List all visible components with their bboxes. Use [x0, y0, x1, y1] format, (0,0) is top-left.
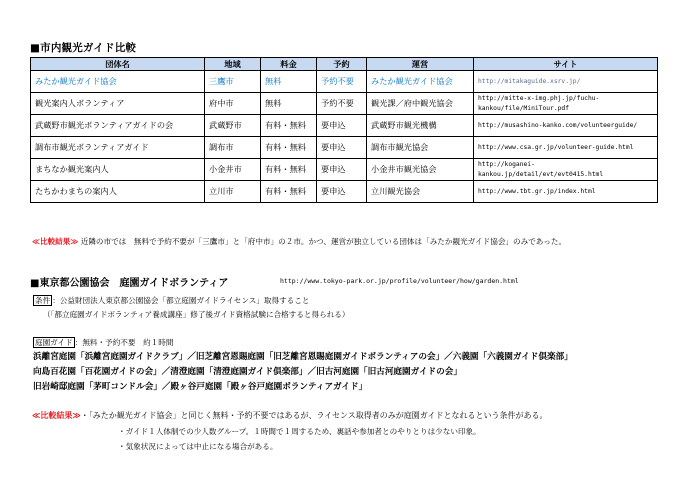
condition-note: （「都立庭園ガイドボランティア養成講座」修了後ガイド資格試験に合格すると得られる）: [43, 310, 350, 319]
guide-comparison-table: [30, 57, 658, 203]
cell-fee: 有料・無料: [261, 137, 317, 159]
garden-list-item: 浜離宮庭園「浜離宮庭園ガイドクラブ」／旧芝離宮恩賜庭園「旧芝離宮恩賜庭園ガイドボランティアの会」／六義園「六義園ガイド倶楽部」: [33, 352, 573, 362]
cell-fee: 有料・無料: [261, 115, 317, 137]
cell-operator: 立川観光協会: [367, 181, 474, 203]
comparison-result-2: [32, 410, 548, 421]
cell-name: 調布市観光ボランティアガイド: [31, 137, 205, 159]
cell-name: 武蔵野市観光ボランティアガイドの会: [31, 115, 205, 137]
cell-name: まちなか観光案内人: [31, 159, 205, 181]
cell-area: 立川市: [205, 181, 261, 203]
cell-site-link[interactable]: http://www.tbt.gr.jp/index.html: [474, 181, 658, 203]
cell-site-link[interactable]: http://musashino-kanko.com/volunteerguide/: [474, 115, 658, 137]
cell-fee: 有料・無料: [261, 181, 317, 203]
park-association-url[interactable]: http://www.tokyo-park.or.jp/profile/volunteer/how/garden.html: [280, 277, 519, 285]
table-row: [31, 159, 658, 181]
col-header-operator: 運営: [367, 58, 474, 71]
garden-list-item: 向島百花園「百花園ガイドの会」／清澄庭園「清澄庭園ガイド倶楽部」／旧古河庭園「旧古河庭園ガイドの会」: [33, 367, 462, 377]
cell-operator: 小金井市観光協会: [367, 159, 474, 181]
section1-heading: ■市内観光ガイド比較: [30, 42, 137, 54]
cell-operator: 調布市観光協会: [367, 137, 474, 159]
cell-fee: 無料: [261, 93, 317, 115]
result-text: 近隣の市では 無料で予約不要が「三鷹市」と「府中市」の２市。かつ、運営が独立している団体は「みたか観光ガイド協会」のみであった。: [80, 237, 567, 246]
cell-area: 小金井市: [205, 159, 261, 181]
cell-operator: 観光課／府中観光協会: [367, 93, 474, 115]
result-label: ≪比較結果≫: [32, 411, 81, 420]
col-header-site: サイト: [474, 58, 658, 71]
result-line: ・気象状況によっては中止になる場合がある。: [118, 442, 278, 451]
garden-guide-text: ：無料・予約不要 約１時間: [74, 338, 174, 347]
garden-guide-label: 庭園ガイド: [35, 338, 73, 347]
cell-fee: 有料・無料: [261, 159, 317, 181]
table-row: [31, 137, 658, 159]
cell-name: みたか観光ガイド協会: [31, 71, 205, 93]
table-header-row: [31, 58, 658, 71]
condition-line: [33, 295, 309, 306]
cell-area: 府中市: [205, 93, 261, 115]
cell-name: たちかわまちの案内人: [31, 181, 205, 203]
garden-guide-line: [33, 337, 173, 348]
col-header-reservation: 予約: [317, 58, 367, 71]
table-row: [31, 181, 658, 203]
comparison-result-1: [32, 236, 566, 247]
cell-site-link[interactable]: http://mitte-x-img.phj.jp/fuchu-kankou/file/MiniTour.pdf: [474, 93, 658, 115]
cell-site-link[interactable]: http://mitakaguide.xsrv.jp/: [474, 71, 658, 93]
cell-reservation: 予約不要: [317, 93, 367, 115]
result-line: ・ガイド１人体制での少人数グループ。１時間で１周するため、裏話や参加者とのやりとりは少ない印象。: [118, 427, 481, 436]
cell-reservation: 要申込: [317, 159, 367, 181]
table-row: [31, 93, 658, 115]
condition-text: ：公益財団法人東京都公園協会「都立庭園ガイドライセンス」取得すること: [52, 296, 310, 305]
garden-list-item: 旧岩崎邸庭園「茅町コンドル会」／殿ヶ谷戸庭園「殿ヶ谷戸庭園ボランティアガイド」: [33, 382, 368, 392]
result-line: ・「みたか観光ガイド協会」と同じく無料・予約不要ではあるが、ライセンス取得者のみが庭園ガイドとなれるという条件がある。: [80, 411, 548, 420]
cell-reservation: 要申込: [317, 137, 367, 159]
cell-site-link[interactable]: http://koganei-kankou.jp/detail/evt/evt0415.html: [474, 159, 658, 181]
section2-heading: ■東京都公園協会 庭園ガイドボランティア: [30, 278, 229, 289]
condition-label: 条件: [35, 296, 51, 305]
cell-area: 武蔵野市: [205, 115, 261, 137]
result-label: ≪比較結果≫: [32, 237, 79, 246]
cell-name: 観光案内人ボランティア: [31, 93, 205, 115]
col-header-area: 地域: [205, 58, 261, 71]
table-row: [31, 71, 658, 93]
col-header-fee: 料金: [261, 58, 317, 71]
table-row: [31, 115, 658, 137]
cell-reservation: 予約不要: [317, 71, 367, 93]
cell-fee: 無料: [261, 71, 317, 93]
cell-area: 調布市: [205, 137, 261, 159]
col-header-name: 団体名: [31, 58, 205, 71]
cell-reservation: 要申込: [317, 115, 367, 137]
cell-site-link[interactable]: http://www.csa.gr.jp/volunteer-guide.html: [474, 137, 658, 159]
cell-operator: みたか観光ガイド協会: [367, 71, 474, 93]
cell-operator: 武蔵野市観光機構: [367, 115, 474, 137]
cell-area: 三鷹市: [205, 71, 261, 93]
cell-reservation: 要申込: [317, 181, 367, 203]
